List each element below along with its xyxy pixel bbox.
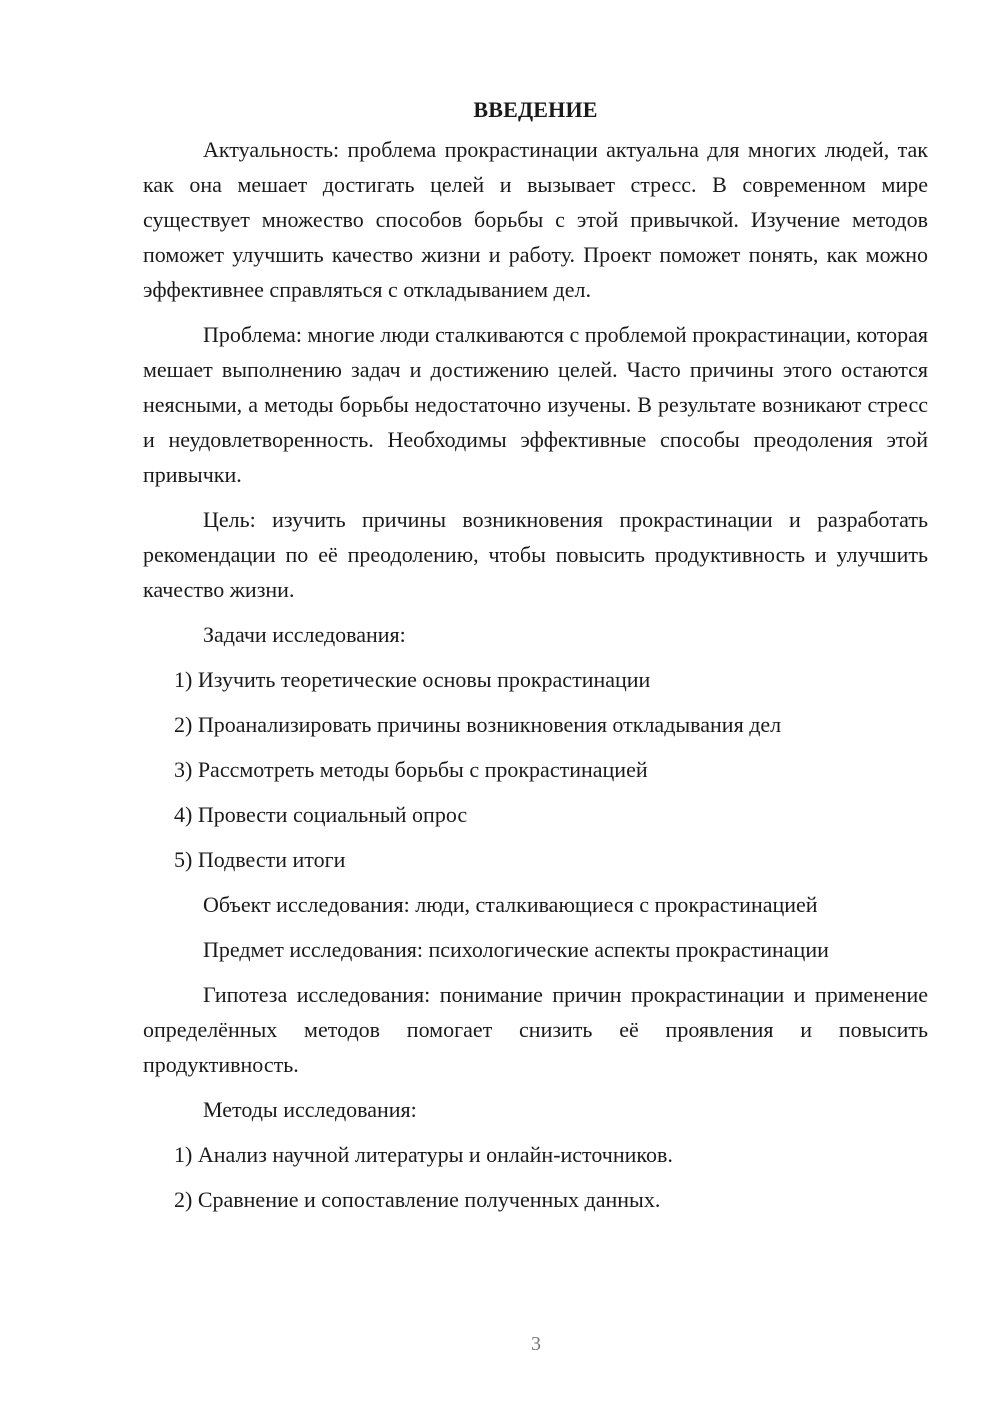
tasks-heading: Задачи исследования: <box>203 622 406 647</box>
method-item: 1) Анализ научной литературы и онлайн-источников. <box>174 1142 673 1167</box>
hypothesis-paragraph: Гипотеза исследования: понимание причин прокрастинации и применение определённых методов помогает снизить её проявления и повысить продуктивность. <box>143 982 928 1077</box>
task-item: 4) Провести социальный опрос <box>174 802 468 827</box>
task-item: 2) Проанализировать причины возникновения откладывания дел <box>174 712 782 737</box>
methods-heading: Методы исследования: <box>203 1097 417 1122</box>
section-title: ВВЕДЕНИЕ <box>473 97 598 122</box>
document-page <box>143 92 928 1227</box>
goal-paragraph: Цель: изучить причины возникновения прокрастинации и разработать рекомендации по её преодолению, чтобы повысить продуктивность и улучшить качество жизни. <box>143 507 928 602</box>
task-item: 1) Изучить теоретические основы прокрастинации <box>174 667 651 692</box>
page-number: 3 <box>531 1333 541 1355</box>
task-item: 5) Подвести итоги <box>174 847 346 872</box>
method-item: 2) Сравнение и сопоставление полученных данных. <box>174 1187 661 1212</box>
task-item: 3) Рассмотреть методы борьбы с прокрастинацией <box>174 757 648 782</box>
subject-line: Предмет исследования: психологические аспекты прокрастинации <box>203 937 829 962</box>
object-line: Объект исследования: люди, сталкивающиеся с прокрастинацией <box>203 892 818 917</box>
relevance-paragraph: Актуальность: проблема прокрастинации актуальна для многих людей, так как она мешает достигать целей и вызывает стресс. В современном мире существует множество способов борьбы с этой привычкой. Изучение методов поможет улучшить качество жизни и работу. Проект поможет понять, как можно эффективнее справляться с откладыванием дел. <box>143 137 928 302</box>
problem-paragraph: Проблема: многие люди сталкиваются с проблемой прокрастинации, которая мешает выполнению задач и достижению целей. Часто причины этого остаются неясными, а методы борьбы недостаточно изучены. В результате возникают стресс и неудовлетворенность. Необходимы эффективные способы преодоления этой привычки. <box>143 322 928 487</box>
